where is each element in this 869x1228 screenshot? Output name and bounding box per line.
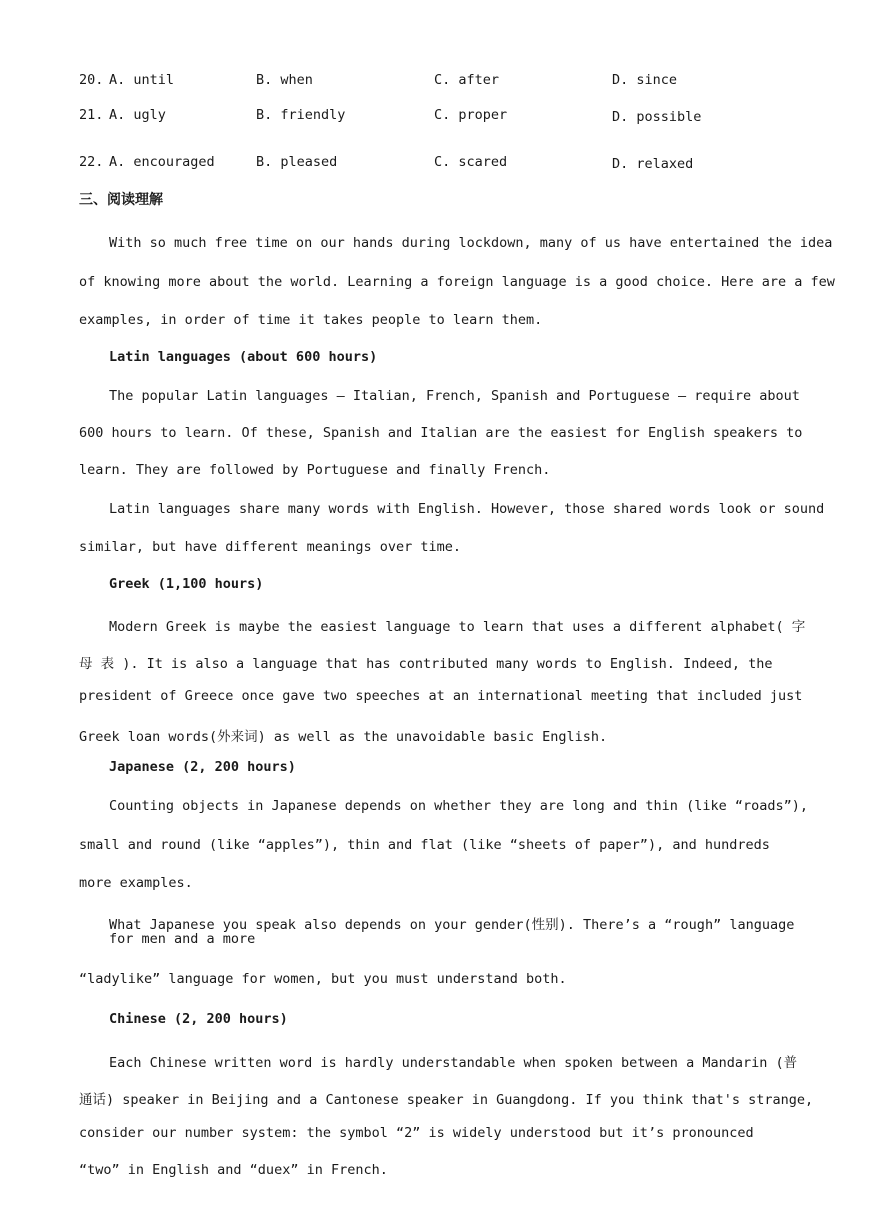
paragraph-line: consider our number system: the symbol “2” is widely understood but it’s pronounced [79,1125,754,1141]
paragraph-line: Counting objects in Japanese depends on whether they are long and thin (like “roads”), [109,798,808,814]
paragraph-line: learn. They are followed by Portuguese and finally French. [79,462,551,478]
option-a: A. encouraged [109,154,215,170]
option-a: A. until [109,72,175,88]
paragraph-line: more examples. [79,875,193,891]
paragraph-line: “two” in English and “duex” in French. [79,1162,388,1178]
question-number: 20. [79,72,104,88]
paragraph-line: Greek loan words(外来词) as well as the unavoidable basic English. [79,729,608,745]
heading-latin: Latin languages (about 600 hours) [109,349,378,365]
paragraph-line: 600 hours to learn. Of these, Spanish and Italian are the easiest for English speakers to [79,425,803,441]
paragraph-line: “ladylike” language for women, but you must understand both. [79,971,567,987]
option-b: B. when [256,72,313,88]
option-a: A. ugly [109,107,166,123]
option-c: C. proper [434,107,508,123]
option-c: C. scared [434,154,508,170]
paragraph-line: for men and a more [109,931,256,947]
paragraph-line: of knowing more about the world. Learning a foreign language is a good choice. Here are a few [79,274,835,290]
option-d: D. possible [612,109,702,125]
paragraph-line: president of Greece once gave two speeches at an international meeting that included just [79,688,803,704]
option-d: D. relaxed [612,156,694,172]
question-number: 22. [79,154,104,170]
paragraph-line: What Japanese you speak also depends on your gender(性别). There’s a “rough” language [109,917,795,933]
paragraph-line: small and round (like “apples”), thin and flat (like “sheets of paper”), and hundreds [79,837,770,853]
option-b: B. pleased [256,154,338,170]
paragraph-line: similar, but have different meanings over time. [79,539,462,555]
heading-greek: Greek (1,100 hours) [109,576,264,592]
question-number: 21. [79,107,104,123]
paragraph-line: 通话) speaker in Beijing and a Cantonese speaker in Guangdong. If you think that's strange, [79,1092,814,1108]
option-b: B. friendly [256,107,346,123]
paragraph-line: Modern Greek is maybe the easiest language to learn that uses a different alphabet( 字 [109,619,806,635]
paragraph-line: With so much free time on our hands during lockdown, many of us have entertained the idea [109,235,833,251]
section-title: 三、阅读理解 [79,192,163,208]
heading-japanese: Japanese (2, 200 hours) [109,759,296,775]
paragraph-line: Latin languages share many words with English. However, those shared words look or sound [109,501,825,517]
paragraph-line: The popular Latin languages — Italian, French, Spanish and Portuguese — require about [109,388,800,404]
paragraph-line: Each Chinese written word is hardly understandable when spoken between a Mandarin (普 [109,1055,798,1071]
paragraph-line: 母 表 ). It is also a language that has contributed many words to English. Indeed, the [79,656,773,672]
heading-chinese: Chinese (2, 200 hours) [109,1011,288,1027]
paragraph-line: examples, in order of time it takes people to learn them. [79,312,543,328]
option-d: D. since [612,72,678,88]
option-c: C. after [434,72,500,88]
